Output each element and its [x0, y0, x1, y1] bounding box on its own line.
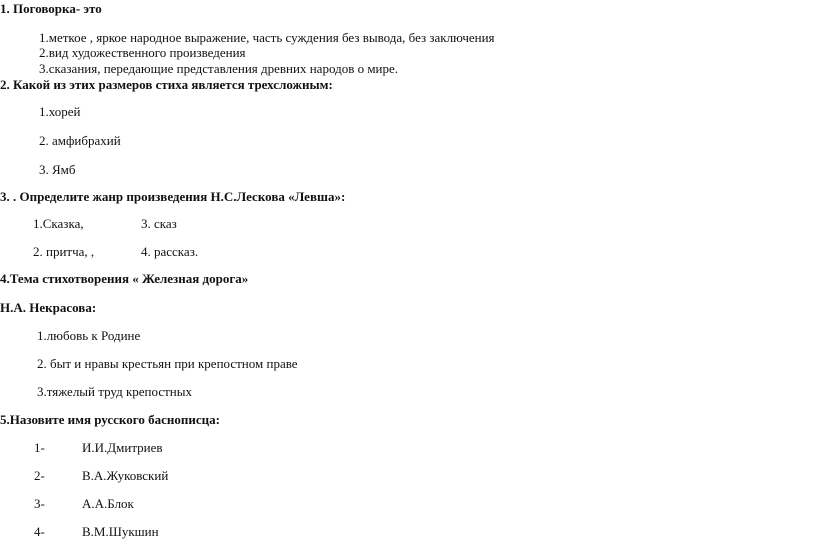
- question-5-option-4-name: В.М.Шукшин: [82, 524, 159, 539]
- question-1-option-2: 2.вид художественного произведения: [39, 45, 246, 60]
- question-3-option-2: 2. притча, ,: [33, 244, 95, 259]
- question-5-option-4-num: 4-: [34, 524, 45, 539]
- question-1-option-3: 3.сказания, передающие представления древних народов о мире.: [39, 61, 399, 76]
- question-4-option-1: 1.любовь к Родине: [37, 328, 141, 343]
- question-2-option-2: 2. амфибрахий: [39, 133, 121, 148]
- question-4-option-3: 3.тяжелый труд крепостных: [37, 384, 192, 399]
- question-1-title: 1. Поговорка- это: [0, 1, 102, 16]
- question-4-option-2: 2. быт и нравы крестьян при крепостном праве: [37, 356, 298, 371]
- question-4-author: Н.А. Некрасова:: [0, 300, 97, 315]
- question-2-option-1: 1.хорей: [39, 104, 81, 119]
- question-3-title: 3. . Определите жанр произведения Н.С.Лескова «Левша»:: [0, 189, 346, 204]
- question-5-option-3-name: А.А.Блок: [82, 496, 134, 511]
- question-2-option-3: 3. Ямб: [39, 162, 76, 177]
- question-3-option-4: 4. рассказ.: [141, 244, 199, 259]
- question-3-option-1: 1.Сказка,: [33, 216, 84, 231]
- question-3-option-3: 3. сказ: [141, 216, 177, 231]
- question-5-option-1-num: 1-: [34, 440, 45, 455]
- question-5-option-3-num: 3-: [34, 496, 45, 511]
- question-5-option-2-num: 2-: [34, 468, 45, 483]
- question-5-title: 5.Назовите имя русского баснописца:: [0, 412, 220, 427]
- question-1-option-1: 1.меткое , яркое народное выражение, часть суждения без вывода, без заключения: [39, 30, 495, 45]
- question-5-option-1-name: И.И.Дмитриев: [82, 440, 163, 455]
- question-2-title: 2. Какой из этих размеров стиха является трехсложным:: [0, 77, 333, 92]
- question-5-option-2-name: В.А.Жуковский: [82, 468, 169, 483]
- question-4-title: 4.Тема стихотворения « Железная дорога»: [0, 271, 249, 286]
